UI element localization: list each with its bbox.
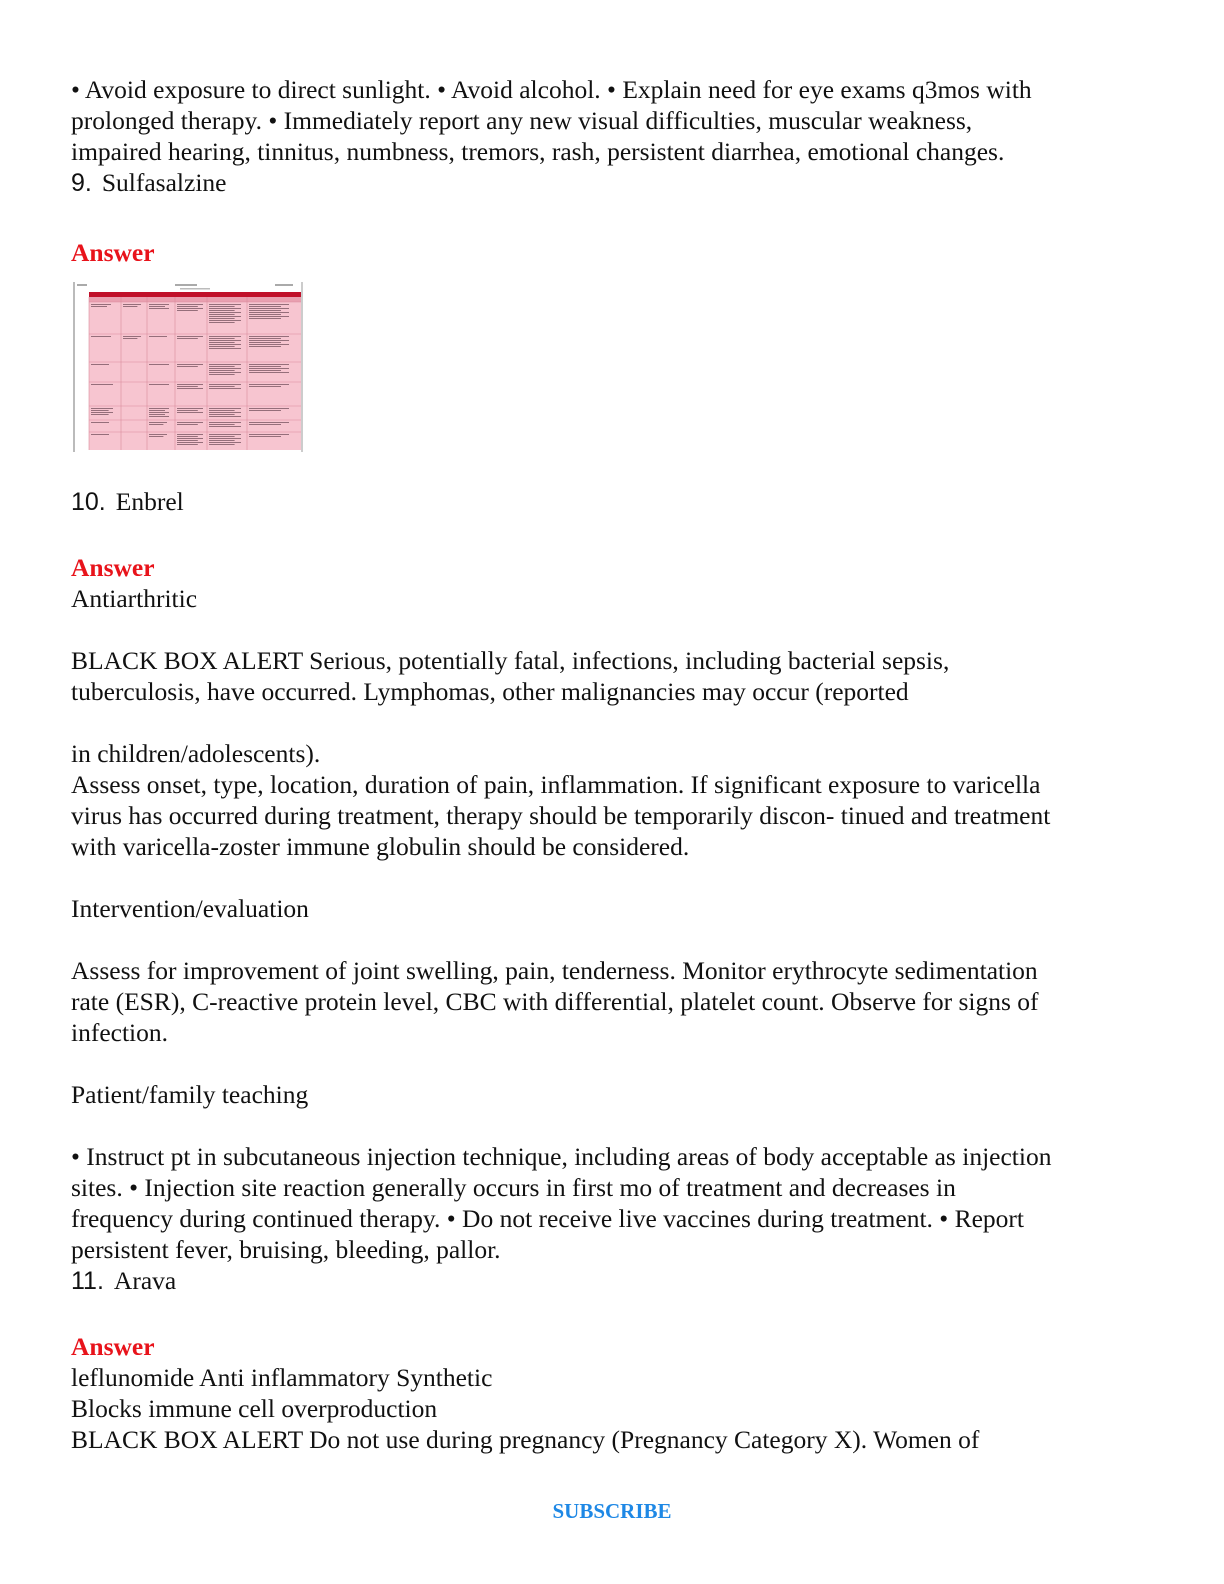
thumb-cell-text <box>209 412 241 413</box>
thumb-cell-text <box>209 308 241 309</box>
answer-label: Answer <box>71 238 155 267</box>
question-label: Enbrel <box>115 487 184 516</box>
text-line: BLACK BOX ALERT Do not use during pregnancy (Pregnancy Category X). Women of <box>71 1425 980 1454</box>
question-label: Arava <box>113 1266 177 1295</box>
thumb-cell-text <box>209 440 235 441</box>
thumb-cell-text <box>249 310 281 311</box>
thumb-table-title-bar <box>89 292 301 297</box>
question-10 <box>71 486 1151 518</box>
thumb-cell-text <box>177 438 203 439</box>
thumb-cell-text <box>209 422 241 423</box>
thumb-cell-text <box>209 442 241 443</box>
thumb-cell-text <box>209 386 235 387</box>
thumb-cell-text <box>209 304 241 305</box>
thumb-cell-text <box>249 314 281 315</box>
thumb-cell-text <box>209 340 241 341</box>
question-number: 10. <box>71 488 106 516</box>
thumb-cell-text <box>249 364 289 365</box>
thumb-cell-text <box>249 308 289 309</box>
thumb-cell-text <box>177 408 203 409</box>
thumb-cell-text <box>249 316 289 317</box>
thumb-header-text <box>275 284 293 286</box>
thumb-cell-text <box>177 366 198 367</box>
thumb-cell-text <box>149 434 167 435</box>
text-line: rate (ESR), C-reactive protein level, CBC with differential, platelet count. Observe for signs of <box>71 987 1039 1016</box>
thumb-cell-text <box>249 372 289 373</box>
thumb-header-text <box>175 284 197 286</box>
thumb-cell-text <box>91 336 111 337</box>
thumb-cell-text <box>91 414 109 415</box>
thumb-cell-text <box>209 388 241 389</box>
text-line <box>71 707 1151 738</box>
thumb-cell-text <box>91 304 111 305</box>
text-line: • Avoid exposure to direct sunlight. • Avoid alcohol. • Explain need for eye exams q3mos with <box>71 75 1032 104</box>
thumb-cell-text <box>249 424 281 425</box>
thumb-cell-text <box>209 426 241 427</box>
thumb-cell-text <box>177 310 198 311</box>
thumb-cell-text <box>209 322 235 323</box>
thumb-cell-text <box>209 374 235 375</box>
thumb-cell-text <box>209 438 241 439</box>
thumb-cell-text <box>249 318 281 319</box>
text-line: Antiarthritic <box>71 584 198 613</box>
thumb-cell-text <box>91 384 113 385</box>
dmards-table-image <box>73 282 303 452</box>
thumb-cell-text <box>209 344 241 345</box>
thumb-cell-text <box>91 306 107 307</box>
thumb-cell-text <box>209 408 241 409</box>
thumb-header-text <box>180 288 210 290</box>
thumb-cell-text <box>209 370 235 371</box>
question-9 <box>71 167 1151 199</box>
thumb-cell-text <box>249 384 289 385</box>
thumb-cell-text <box>249 386 281 387</box>
text-line <box>71 1048 1151 1079</box>
text-line: Assess for improvement of joint swelling, pain, tenderness. Monitor erythrocyte sedimentation <box>71 956 1038 985</box>
thumb-cell-text <box>209 316 241 317</box>
thumb-cell-text <box>177 436 198 437</box>
thumb-cell-text <box>177 304 203 305</box>
thumb-cell-text <box>149 336 167 337</box>
text-line: persistent fever, bruising, bleeding, pallor. <box>71 1235 501 1264</box>
thumb-cell-text <box>177 444 198 445</box>
thumb-cell-text <box>209 410 235 411</box>
thumb-cell-text <box>209 434 241 435</box>
thumb-cell-text <box>209 444 235 445</box>
thumb-cell-text <box>149 436 163 437</box>
thumb-cell-text <box>91 434 109 435</box>
thumb-cell-text <box>249 304 289 305</box>
thumb-cell-text <box>91 364 109 365</box>
thumb-cell-text <box>209 336 241 337</box>
text-line: in children/adolescents). <box>71 739 321 768</box>
thumb-cell-text <box>177 410 198 411</box>
thumb-cell-text <box>209 306 235 307</box>
text-line: prolonged therapy. • Immediately report any new visual difficulties, muscular weakness, <box>71 106 973 135</box>
thumb-cell-text <box>249 306 281 307</box>
thumb-cell-text <box>177 434 203 435</box>
thumb-cell-text <box>249 368 289 369</box>
thumb-cell-text <box>149 308 169 309</box>
thumb-cell-text <box>177 424 198 425</box>
thumb-cell-text <box>177 422 203 423</box>
text-line: Assess onset, type, location, duration of pain, inflammation. If significant exposure to varicella <box>71 770 1041 799</box>
thumb-cell-text <box>149 306 165 307</box>
thumb-cell-text <box>209 318 235 319</box>
thumb-cell-text <box>249 434 289 435</box>
thumb-cell-text <box>209 346 235 347</box>
thumb-cell-text <box>209 424 235 425</box>
thumb-cell-text <box>209 414 235 415</box>
thumb-cell-text <box>149 384 169 385</box>
answer-label: Answer <box>71 553 155 582</box>
thumb-cell-text <box>209 310 235 311</box>
thumb-cell-text <box>209 338 235 339</box>
thumb-cell-text <box>149 414 165 415</box>
thumb-cell-text <box>209 364 241 365</box>
answer-label: Answer <box>71 1332 155 1361</box>
thumb-cell-text <box>249 436 281 437</box>
thumb-cell-text <box>209 372 241 373</box>
table-thumbnail-graphic <box>75 282 301 452</box>
thumb-cell-text <box>209 366 235 367</box>
thumb-cell-text <box>177 306 198 307</box>
thumb-cell-text <box>249 370 281 371</box>
intro-paragraph <box>71 74 1151 167</box>
text-line: BLACK BOX ALERT Serious, potentially fatal, infections, including bacterial sepsis, <box>71 646 950 675</box>
thumb-cell-text <box>209 342 235 343</box>
section-heading: Patient/family teaching <box>71 1080 309 1109</box>
thumb-cell-text <box>149 408 169 409</box>
section-heading: Intervention/evaluation <box>71 894 309 923</box>
thumb-cell-text <box>249 410 281 411</box>
thumb-cell-text <box>123 338 137 339</box>
text-line: frequency during continued therapy. • Do not receive live vaccines during treatment. • Report <box>71 1204 1024 1233</box>
question-number: 11. <box>71 1267 104 1295</box>
text-line <box>71 862 1151 893</box>
thumb-cell-text <box>177 440 198 441</box>
thumb-cell-text <box>249 338 281 339</box>
text-line <box>71 924 1151 955</box>
thumb-cell-text <box>177 386 198 387</box>
answer-body <box>71 1362 1151 1455</box>
text-line <box>71 614 1151 645</box>
question-11 <box>71 1265 1151 1297</box>
thumb-cell-text <box>209 314 235 315</box>
thumb-cell-text <box>177 442 203 443</box>
thumb-cell-text <box>209 368 241 369</box>
thumb-cell-text <box>209 416 241 417</box>
text-line: tuberculosis, have occurred. Lymphomas, other malignancies may occur (reported <box>71 677 909 706</box>
thumb-cell-text <box>249 344 289 345</box>
thumb-cell-text <box>249 340 289 341</box>
thumb-cell-text <box>149 304 169 305</box>
text-line: Blocks immune cell overproduction <box>71 1394 438 1423</box>
thumb-cell-text <box>249 408 289 409</box>
answer-body <box>71 583 1151 1265</box>
text-line: • Instruct pt in subcutaneous injection technique, including areas of body acceptable as injection <box>71 1142 1052 1171</box>
thumb-cell-text <box>249 366 281 367</box>
text-line <box>71 1110 1151 1141</box>
thumb-cell-text <box>149 410 165 411</box>
thumb-cell-text <box>249 312 289 313</box>
thumb-cell-text <box>249 342 281 343</box>
thumb-cell-text <box>123 336 141 337</box>
subscribe-link[interactable]: SUBSCRIBE <box>552 1499 672 1523</box>
text-line: sites. • Injection site reaction generally occurs in first mo of treatment and decreases in <box>71 1173 956 1202</box>
text-line: with varicella-zoster immune globulin should be considered. <box>71 832 690 861</box>
thumb-cell-text <box>177 308 203 309</box>
thumb-cell-text <box>91 410 109 411</box>
thumb-cell-text <box>177 336 203 337</box>
document-page <box>71 74 1151 1455</box>
thumb-cell-text <box>249 346 281 347</box>
thumb-cell-text <box>91 412 113 413</box>
text-line: virus has occurred during treatment, therapy should be temporarily discon- tinued and treatment <box>71 801 1051 830</box>
thumb-cell-text <box>177 364 203 365</box>
thumb-cell-text <box>209 348 241 349</box>
thumb-header-text <box>77 284 87 286</box>
thumb-cell-text <box>149 424 163 425</box>
thumb-cell-text <box>149 422 167 423</box>
text-line: impaired hearing, tinnitus, numbness, tremors, rash, persistent diarrhea, emotional changes. <box>71 137 1005 166</box>
text-line: infection. <box>71 1018 169 1047</box>
thumb-cell-text <box>209 384 241 385</box>
thumb-cell-text <box>123 306 137 307</box>
thumb-cell-text <box>209 320 241 321</box>
thumb-cell-text <box>177 412 203 413</box>
thumb-cell-text <box>149 412 169 413</box>
thumb-cell-text <box>177 338 198 339</box>
thumb-cell-text <box>209 312 241 313</box>
thumb-cell-text <box>91 408 113 409</box>
thumb-cell-text <box>123 304 141 305</box>
question-label: Sulfasalzine <box>101 168 227 197</box>
thumb-cell-text <box>149 364 169 365</box>
thumb-cell-text <box>209 436 235 437</box>
thumb-cell-text <box>249 422 289 423</box>
thumb-cell-text <box>149 416 169 417</box>
question-number: 9. <box>71 169 92 197</box>
thumb-cell-text <box>177 384 203 385</box>
thumb-cell-text <box>91 422 109 423</box>
thumb-cell-text <box>177 388 203 389</box>
thumb-cell-text <box>249 336 289 337</box>
text-line: leflunomide Anti inflammatory Synthetic <box>71 1363 493 1392</box>
